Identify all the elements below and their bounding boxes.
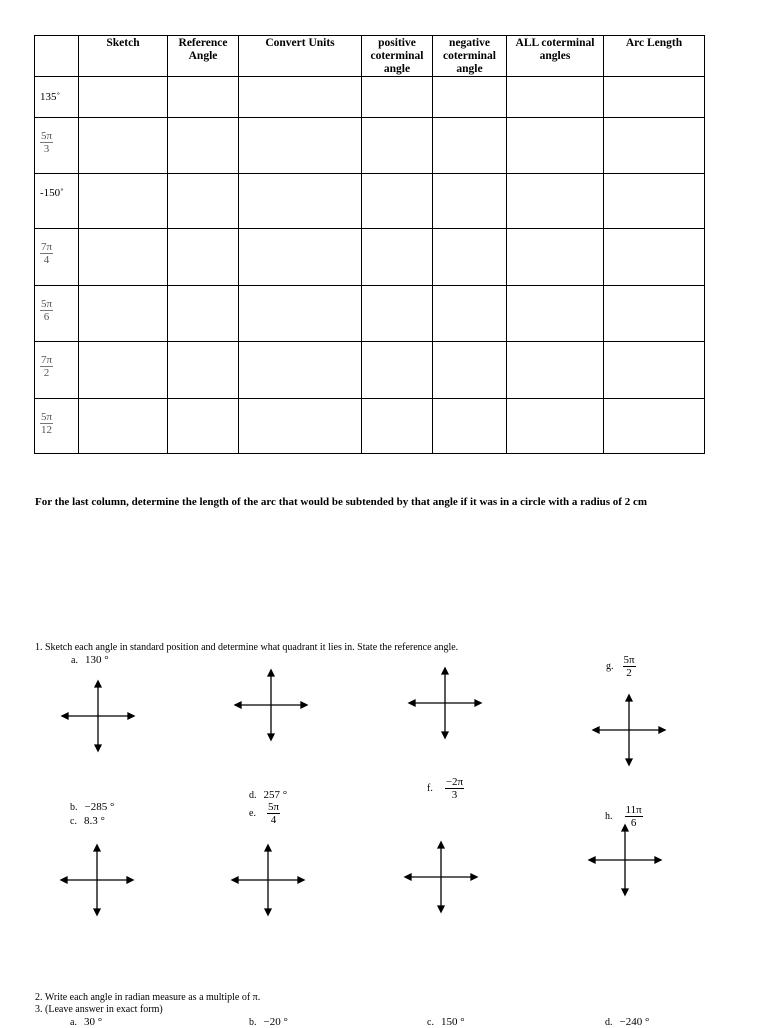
table-row: [35, 174, 705, 229]
cell[interactable]: [168, 229, 239, 286]
header-arc-length: Arc Length: [604, 36, 705, 77]
header-blank: [35, 36, 79, 77]
cell[interactable]: [362, 77, 433, 118]
q1-item-b: [70, 801, 114, 813]
item-value: −240 °: [619, 1016, 650, 1028]
fraction-numerator: 7π: [41, 241, 53, 253]
cell[interactable]: [239, 174, 362, 229]
item-value: 30 °: [83, 1016, 103, 1028]
table-row: [35, 229, 705, 286]
q3-item-c: [427, 1016, 465, 1028]
row-label: [35, 229, 79, 286]
table-row: [35, 342, 705, 399]
cell[interactable]: [79, 77, 168, 118]
cell[interactable]: [507, 229, 604, 286]
cell[interactable]: [604, 174, 705, 229]
cell[interactable]: [604, 286, 705, 342]
axes-sketch-de[interactable]: [232, 845, 304, 915]
row-label-fraction: [40, 130, 53, 155]
item-letter: c.: [427, 1017, 434, 1028]
q1-item-g: [606, 654, 636, 679]
item-value: 257 °: [263, 789, 288, 801]
cell[interactable]: [362, 174, 433, 229]
fraction-denominator: 4: [43, 254, 50, 266]
fraction-numerator: 5π: [41, 130, 53, 142]
table-header-row: [35, 36, 705, 77]
q1-item-c: [70, 815, 105, 827]
fraction-numerator: 11π: [625, 804, 642, 816]
item-value: −285 °: [84, 801, 115, 813]
q1-item-f: [427, 776, 464, 801]
q1-item-d: [249, 789, 287, 801]
header-negative-coterminal: negative coterminal angle: [433, 36, 507, 77]
cell[interactable]: [362, 342, 433, 399]
row-label-fraction: [40, 298, 53, 323]
item-letter: c.: [70, 816, 77, 827]
q3-item-a: [70, 1016, 102, 1028]
cell[interactable]: [507, 399, 604, 454]
cell[interactable]: [79, 286, 168, 342]
row-label-fraction: [40, 241, 53, 266]
cell[interactable]: [168, 342, 239, 399]
item-letter: a.: [70, 1017, 77, 1028]
cell[interactable]: [362, 229, 433, 286]
cell[interactable]: [433, 77, 507, 118]
table-row: [35, 286, 705, 342]
fraction-numerator: −2π: [445, 776, 464, 788]
item-letter: b.: [249, 1017, 257, 1028]
item-letter: b.: [70, 802, 78, 813]
row-label-text: 135˚: [40, 91, 61, 103]
item-value: 130 °: [84, 654, 109, 666]
cell[interactable]: [168, 174, 239, 229]
cell[interactable]: [168, 118, 239, 174]
row-label: [35, 286, 79, 342]
cell[interactable]: [433, 342, 507, 399]
cell[interactable]: [239, 286, 362, 342]
cell[interactable]: [168, 286, 239, 342]
fraction-numerator: 5π: [623, 654, 635, 666]
cell[interactable]: [507, 342, 604, 399]
row-label-text: -150˚: [40, 187, 64, 199]
cell[interactable]: [79, 342, 168, 399]
question-2-prompt: 2. Write each angle in radian measure as a multiple of π.: [35, 992, 261, 1003]
q1-item-a: [71, 654, 109, 666]
row-label: [35, 118, 79, 174]
row-label: [35, 342, 79, 399]
cell[interactable]: [239, 77, 362, 118]
item-value: 150 °: [440, 1016, 465, 1028]
fraction-denominator: 6: [630, 817, 637, 829]
axes-sketch-g[interactable]: [593, 695, 665, 765]
item-letter: e.: [249, 808, 256, 819]
cell[interactable]: [362, 399, 433, 454]
row-label: [35, 174, 79, 229]
header-all-coterminal: ALL coterminal angles: [507, 36, 604, 77]
cell[interactable]: [239, 399, 362, 454]
table-row: [35, 77, 705, 118]
axes-sketch-b[interactable]: [235, 670, 307, 740]
axes-sketch-a[interactable]: [62, 681, 134, 751]
cell[interactable]: [507, 118, 604, 174]
cell[interactable]: [168, 399, 239, 454]
axes-sketch-c[interactable]: [409, 668, 481, 738]
cell[interactable]: [604, 342, 705, 399]
cell[interactable]: [362, 286, 433, 342]
fraction-denominator: 4: [270, 814, 277, 826]
item-fraction: [623, 654, 636, 679]
cell[interactable]: [433, 229, 507, 286]
cell[interactable]: [507, 174, 604, 229]
fraction-denominator: 6: [43, 311, 50, 323]
cell[interactable]: [604, 118, 705, 174]
cell[interactable]: [79, 174, 168, 229]
item-value: −20 °: [263, 1016, 288, 1028]
fraction-numerator: 5π: [41, 411, 53, 423]
cell[interactable]: [604, 229, 705, 286]
item-letter: a.: [71, 655, 78, 666]
cell[interactable]: [433, 286, 507, 342]
row-label: [35, 399, 79, 454]
item-letter: h.: [605, 811, 613, 822]
cell[interactable]: [604, 77, 705, 118]
cell[interactable]: [79, 118, 168, 174]
cell[interactable]: [239, 118, 362, 174]
cell[interactable]: [362, 118, 433, 174]
cell[interactable]: [507, 77, 604, 118]
item-letter: f.: [427, 783, 433, 794]
cell[interactable]: [239, 229, 362, 286]
q3-item-b: [249, 1016, 288, 1028]
cell[interactable]: [168, 77, 239, 118]
cell[interactable]: [433, 118, 507, 174]
cell[interactable]: [79, 229, 168, 286]
item-fraction: [267, 801, 280, 826]
fraction-denominator: 2: [626, 667, 632, 679]
fraction-denominator: 3: [451, 789, 458, 801]
item-letter: g.: [606, 661, 614, 672]
item-fraction: [445, 776, 464, 801]
fraction-numerator: 5π: [267, 801, 280, 813]
arc-length-instruction: For the last column, determine the length of the arc that would be subtended by that angle if it was in a circle with a radius of 2 cm: [35, 496, 648, 508]
item-letter: d.: [249, 790, 257, 801]
fraction-denominator: 2: [43, 367, 50, 379]
fraction-denominator: 12: [41, 424, 53, 436]
fraction-denominator: 3: [43, 143, 50, 155]
cell[interactable]: [79, 399, 168, 454]
axes-sketch-bc[interactable]: [61, 845, 133, 915]
item-value: 8.3 °: [83, 815, 105, 827]
question-3-prompt: 3. (Leave answer in exact form): [35, 1004, 163, 1015]
cell[interactable]: [507, 286, 604, 342]
header-convert-units: Convert Units: [239, 36, 362, 77]
q3-item-d: [605, 1016, 649, 1028]
header-sketch: Sketch: [79, 36, 168, 77]
q1-item-e: [249, 801, 280, 826]
header-reference-angle: Reference Angle: [168, 36, 239, 77]
question-1-prompt: 1. Sketch each angle in standard position and determine what quadrant it lies in. State the reference angle.: [35, 642, 459, 653]
fraction-numerator: 5π: [41, 298, 53, 310]
row-label-fraction: [40, 354, 53, 379]
cell[interactable]: [239, 342, 362, 399]
table-row: [35, 118, 705, 174]
item-letter: d.: [605, 1017, 613, 1028]
table-row: [35, 399, 705, 454]
angle-table: [34, 35, 705, 454]
cell[interactable]: [433, 399, 507, 454]
axes-sketch-h[interactable]: [589, 825, 661, 895]
header-positive-coterminal: positive coterminal angle: [362, 36, 433, 77]
cell[interactable]: [433, 174, 507, 229]
cell[interactable]: [604, 399, 705, 454]
axes-sketch-f[interactable]: [405, 842, 477, 912]
row-label: [35, 77, 79, 118]
fraction-numerator: 7π: [41, 354, 53, 366]
row-label-fraction: [40, 411, 53, 436]
